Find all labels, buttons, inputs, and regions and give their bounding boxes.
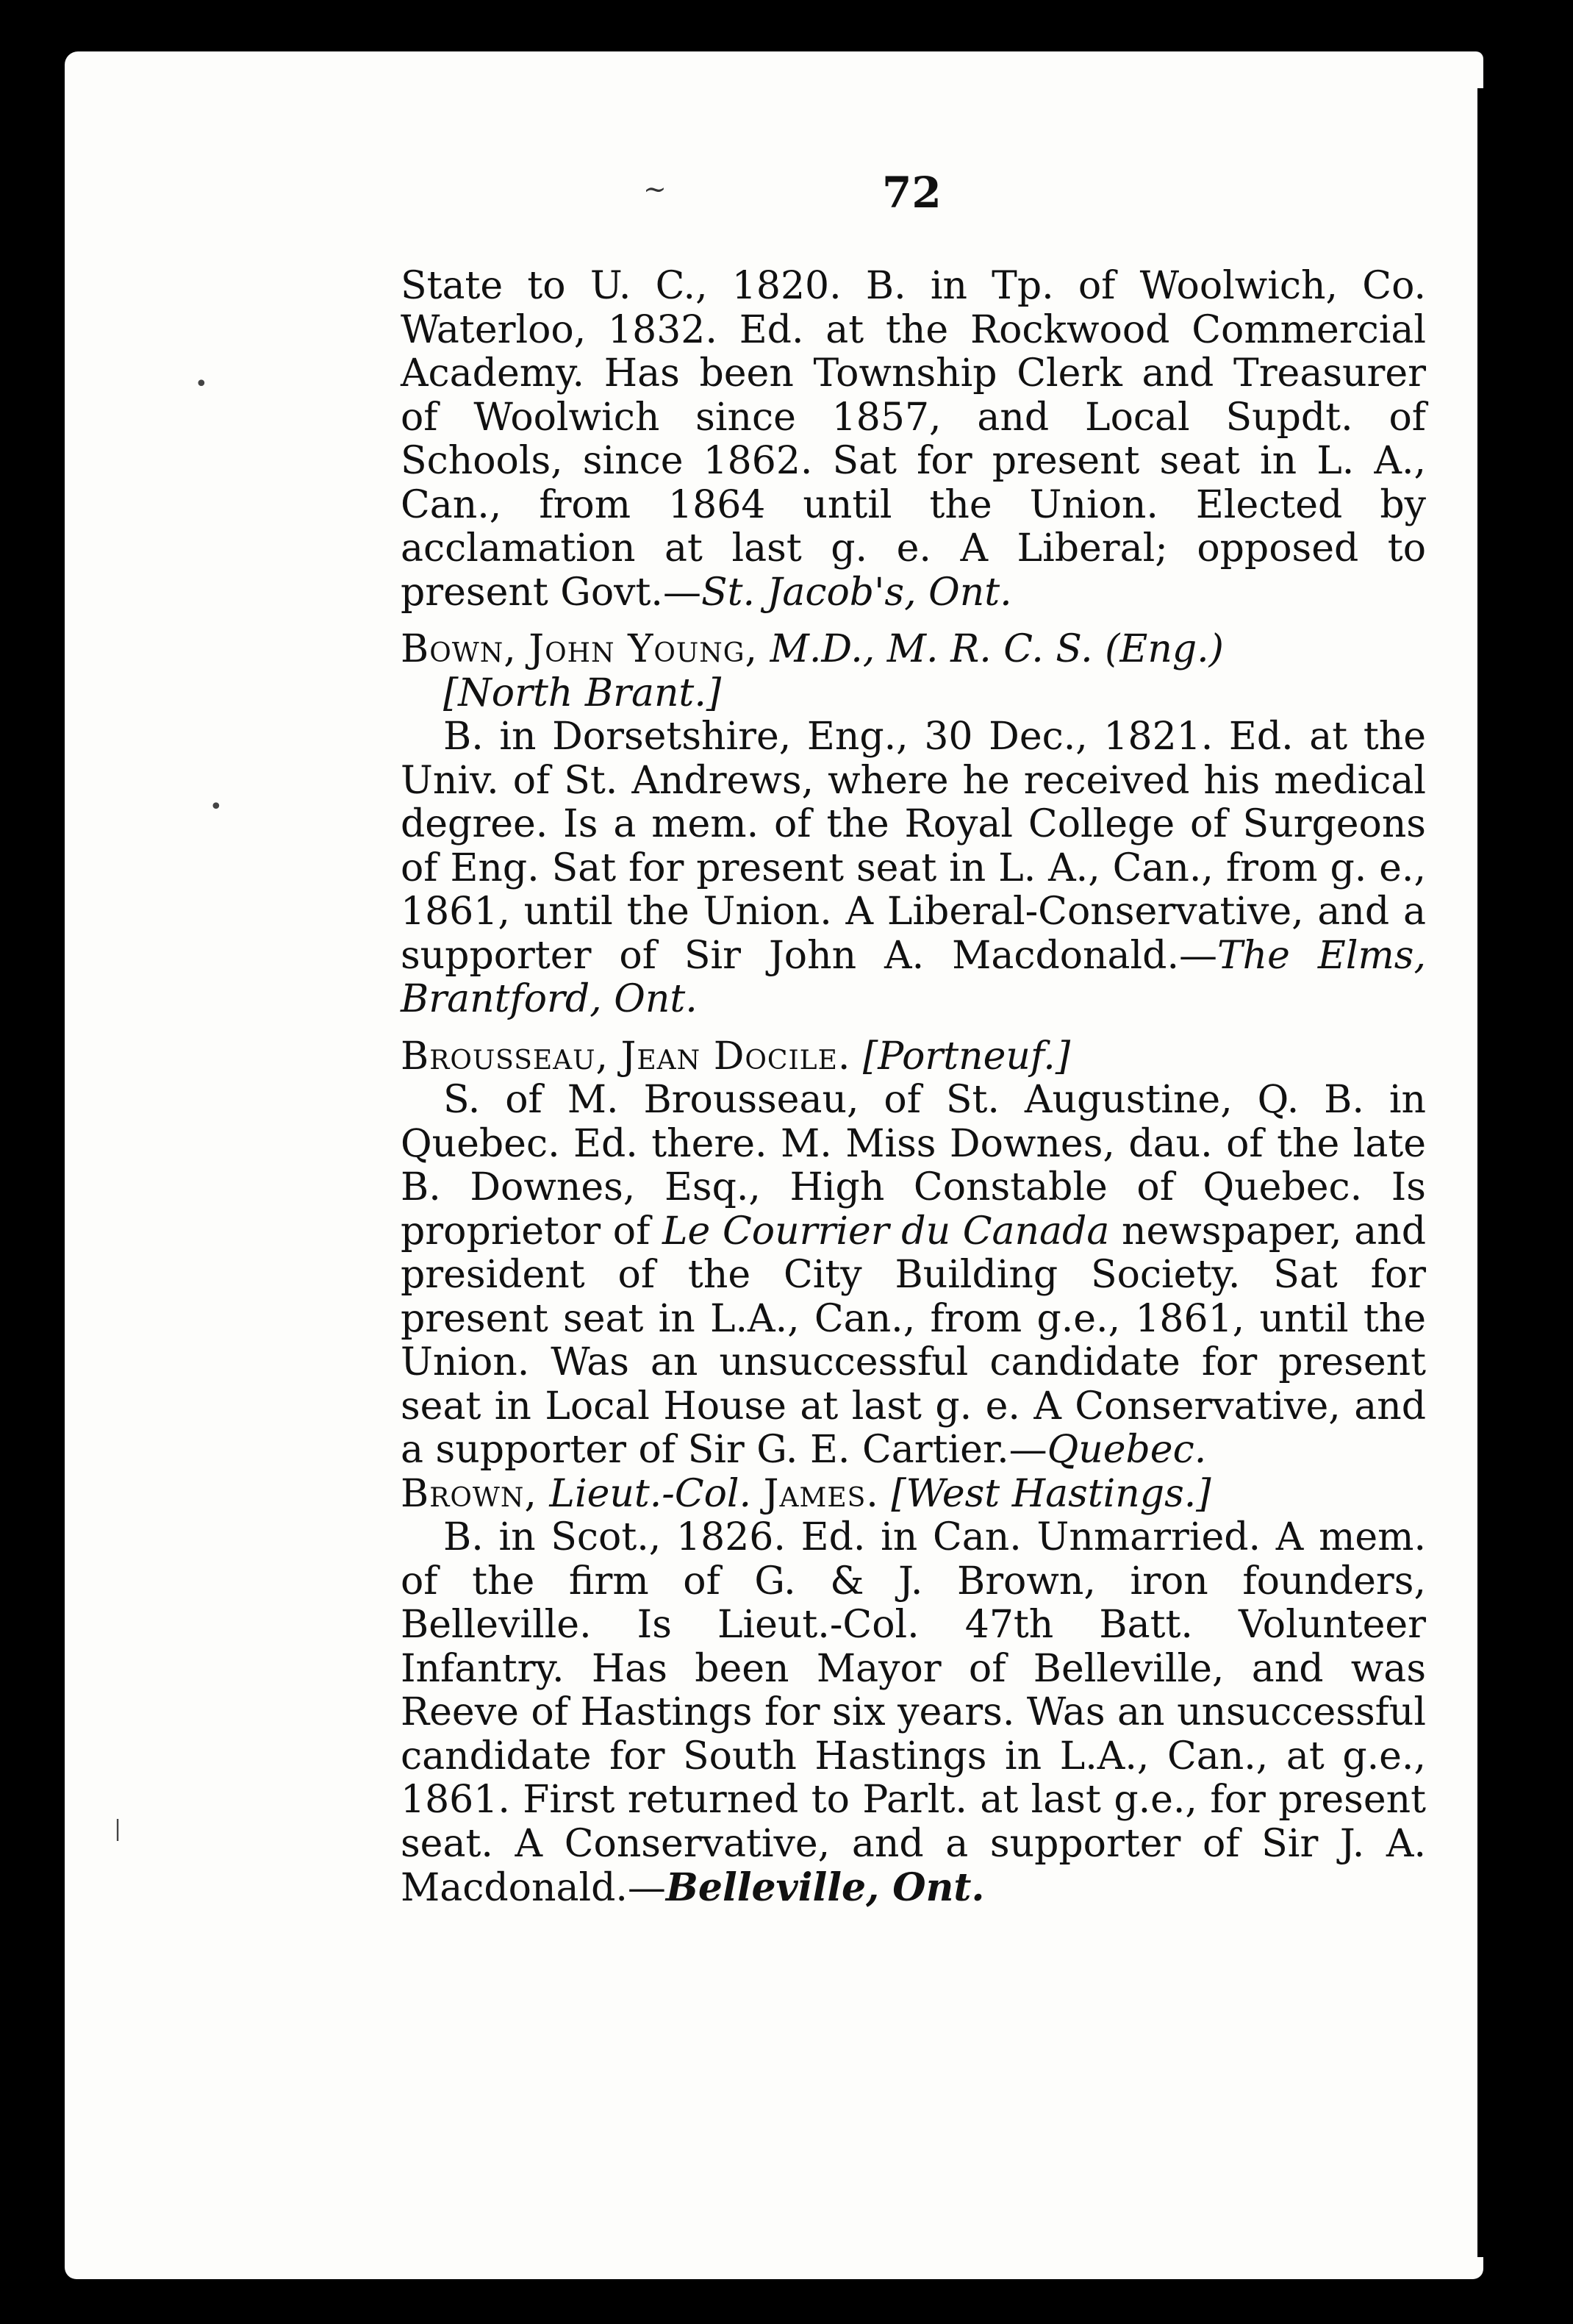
entry-body: B. in Dorsetshire, Eng., 30 Dec., 1821. Ed. at the Univ. of St. Andrews, where he received his medical degree. Is a mem. of the Royal College of Surgeons of Eng. Sat for present seat in L. A., Can., from g. e., 1861, until the Union. A Liberal-Conservative, and a supporter of Sir John A. Macdonald.— <box>401 715 1426 978</box>
margin-dot: • <box>195 371 208 397</box>
page-edge-shadow <box>1477 88 1499 2257</box>
entry-riding: [North Brant.] <box>443 671 722 715</box>
entry-address: St. Jacob's, Ont. <box>700 570 1012 615</box>
entry-surname: Brown, <box>401 1471 537 1516</box>
entry-body: newspaper, and president of the City Building Society. Sat for present seat in L.A., Can., from g.e., 1861, until the Union. Was an unsuccessful candidate for present seat in Local House at last g. e. A Conservative, and a supporter of Sir G. E. Cartier.— <box>401 1209 1426 1472</box>
entry-titles: M.D., M. R. C. S. (Eng.) <box>770 627 1224 671</box>
entry-body: State to U. C., 1820. B. in Tp. of Woolwich, Co. Waterloo, 1832. Ed. at the Rockwood Commercial Academy. Has been Township Clerk and Treasurer of Woolwich since 1857, and Local Supdt. of Schools, since 1862. Sat for present seat in L. A., Can., from 1864 until the Union. Elected by acclamation at last g. e. A Liberal; opposed to present Govt.— <box>401 264 1426 615</box>
entry-heading-brousseau <box>401 1035 1426 1079</box>
header-ornament: ~ <box>643 173 667 205</box>
entry-continuation <box>401 265 1426 615</box>
margin-dot: • <box>209 794 223 820</box>
entry-body: S. of M. Brousseau, of St. Augustine, Q. B. in Quebec. Ed. there. M. Miss Downes, dau. of the late B. Downes, Esq., High Constable of Quebec. Is proprietor of <box>401 1078 1426 1254</box>
entry-bown <box>401 715 1426 1022</box>
entry-brown <box>401 1516 1426 1911</box>
entry-brousseau <box>401 1079 1426 1473</box>
entry-rank: Lieut.-Col. <box>549 1471 752 1516</box>
newspaper-name: Le Courrier du Canada <box>662 1209 1110 1254</box>
entry-address: Belleville, Ont. <box>665 1865 985 1910</box>
entry-given-name: John Young, <box>528 627 759 671</box>
entry-riding: [Portneuf.] <box>862 1034 1071 1079</box>
entry-surname: Brousseau, <box>401 1034 609 1079</box>
entry-address: Quebec. <box>1047 1428 1207 1472</box>
entry-surname: Bown, <box>401 627 517 671</box>
entry-riding: [West Hastings.] <box>891 1471 1211 1516</box>
entry-heading-bown <box>401 628 1426 715</box>
entry-heading-brown <box>401 1473 1426 1517</box>
directory-text <box>401 265 1426 1911</box>
entry-given-name: James. <box>763 1471 879 1516</box>
page-number: 72 <box>882 168 942 218</box>
entry-address: The Elms, Brantford, Ont. <box>401 933 1426 1021</box>
entry-body: B. in Scot., 1826. Ed. in Can. Unmarried. A mem. of the firm of G. & J. Brown, iron founders, Belleville. Is Lieut.-Col. 47th Batt. Volunteer Infantry. Has been Mayor of Belleville, and was Reeve of Hastings for six years. Was an unsuccessful candidate for South Hastings in L.A., Can., at g.e., 1861. First returned to Parlt. at last g.e., for present seat. A Conservative, and a supporter of Sir J. A. Macdonald.— <box>401 1515 1426 1910</box>
entry-given-name: Jean Docile. <box>620 1034 851 1079</box>
margin-mark: | <box>114 1816 122 1842</box>
